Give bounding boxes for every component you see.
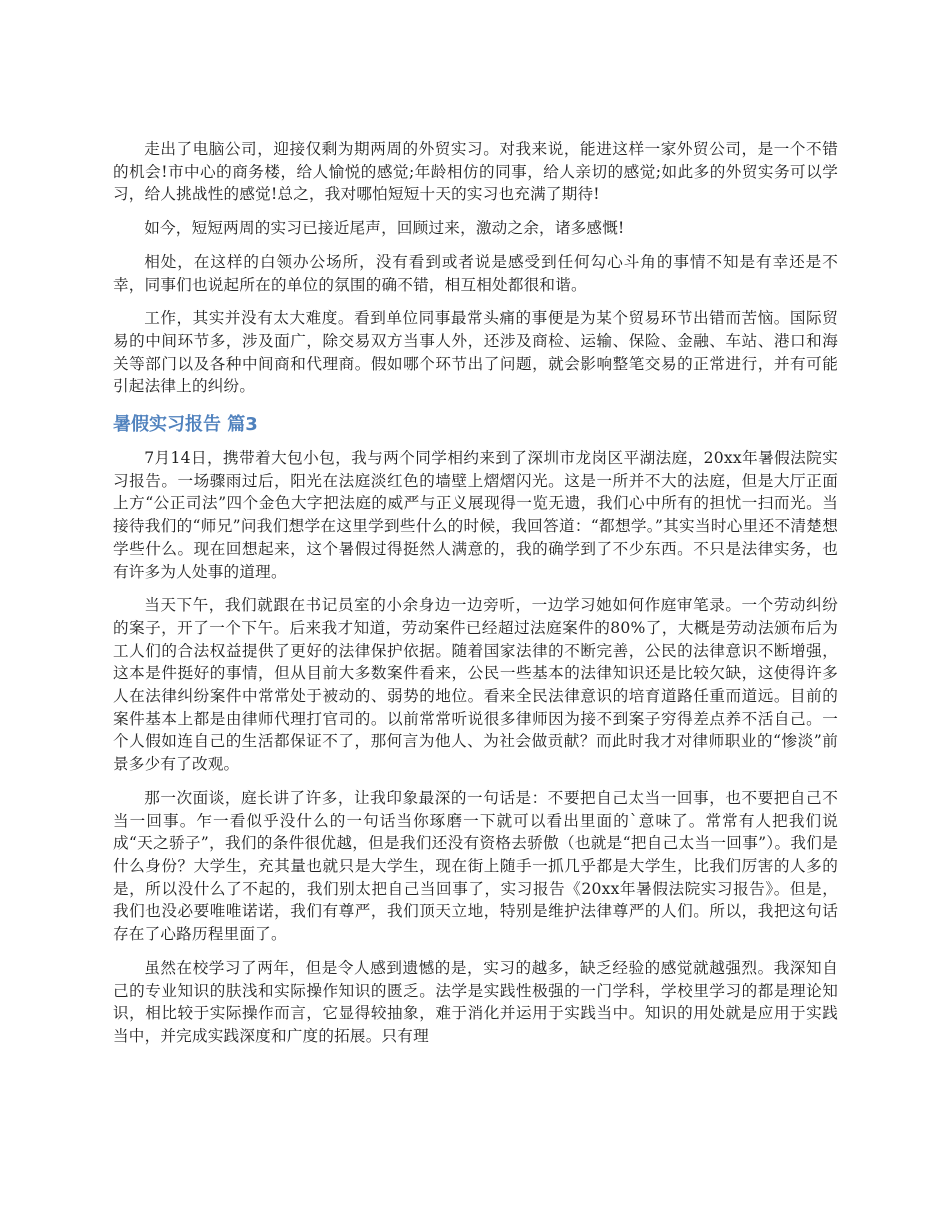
- paragraph: 走出了电脑公司，迎接仅剩为期两周的外贸实习。对我来说，能进这样一家外贸公司，是一个不错的机会!市中心的商务楼，给人愉悦的感觉;年龄相仿的同事，给人亲切的感觉;如此多的外贸实务可以学习，给人挑战性的感觉!总之，我对哪怕短短十天的实习也充满了期待!: [113, 140, 838, 204]
- section-heading: 暑假实习报告 篇3: [113, 414, 258, 436]
- paragraph: 虽然在校学习了两年，但是令人感到遗憾的是，实习的越多，缺乏经验的感觉就越强烈。我深知自己的专业知识的肤浅和实际操作知识的匮乏。法学是实践性极强的一门学科，学校里学习的都是理论知识，相比较于实际操作而言，它显得较抽象，难于消化并运用于实践当中。知识的用处就是应用于实践当中，并完成实践深度和广度的拓展。只有理: [113, 958, 838, 1045]
- paragraph: 当天下午，我们就跟在书记员室的小余身边一边旁听，一边学习她如何作庭审笔录。一个劳动纠纷的案子，开了一个下午。后来我才知道，劳动案件已经超过法庭案件的80%了，大概是劳动法颁布后为工人们的合法权益提供了更好的法律保护依据。随着国家法律的不断完善，公民的法律意识不断增强，这本是件挺好的事情，但从目前大多数案件看来，公民一些基本的法律知识还是比较欠缺，这使得许多人在法律纠纷案件中常常处于被动的、弱势的地位。看来全民法律意识的培育道路任重而道远。目前的案件基本上都是由律师代理打官司的。以前常常听说很多律师因为接不到案子穷得差点养不活自己。一个人假如连自己的生活都保证不了，那何言为他人、为社会做贡献？而此时我才对律师职业的“惨淡”前景多少有了改观。: [113, 596, 838, 774]
- document-page: [113, 138, 838, 1059]
- paragraph: 如今，短短两周的实习已接近尾声，回顾过来，激动之余，诸多感慨!: [144, 219, 625, 238]
- paragraph: 7月14日，携带着大包小包，我与两个同学相约来到了深圳市龙岗区平湖法庭，20xx年暑假法院实习报告。一场骤雨过后，阳光在法庭淡红色的墙壁上熠熠闪光。这是一所并不大的法庭，但是大厅正面上方“公正司法”四个金色大字把法庭的威严与正义展现得一览无遗，我们心中所有的担忧一扫而光。当接待我们的“师兄”问我们想学在这里学到些什么的时候，我回答道：“都想学。”其实当时心里还不清楚想学些什么。现在回想起来，这个暑假过得挺然人满意的，我的确学到了不少东西。不只是法律实务，也有许多为人处事的道理。: [113, 449, 838, 581]
- paragraph: 工作，其实并没有太大难度。看到单位同事最常头痛的事便是为某个贸易环节出错而苦恼。国际贸易的中间环节多，涉及面广，除交易双方当事人外，还涉及商检、运输、保险、金融、车站、港口和海关等部门以及各种中间商和代理商。假如哪个环节出了问题，就会影响整笔交易的正常进行，并有可能引起法律上的纠纷。: [113, 309, 838, 396]
- paragraph: 那一次面谈，庭长讲了许多，让我印象最深的一句话是：不要把自己太当一回事，也不要把自己不当一回事。乍一看似乎没什么的一句话当你琢磨一下就可以看出里面的`意味了。常常有人把我们说成“天之骄子”，我们的条件很优越，但是我们还没有资格去骄傲（也就是“把自己太当一回事”）。我们是什么身份？大学生，充其量也就只是大学生，现在街上随手一抓几乎都是大学生，比我们厉害的人多的是，所以没什么了不起的，我们别太把自己当回事了，实习报告《20xx年暑假法院实习报告》。但是，我们也没必要唯唯诺诺，我们有尊严，我们顶天立地，特别是维护法律尊严的人们。所以，我把这句话存在了心路历程里面了。: [113, 788, 838, 944]
- paragraph: 相处，在这样的白领办公场所，没有看到或者说是感受到任何勾心斗角的事情不知是有幸还是不幸，同事们也说起所在的单位的氛围的确不错，相互相处都很和谐。: [113, 252, 838, 294]
